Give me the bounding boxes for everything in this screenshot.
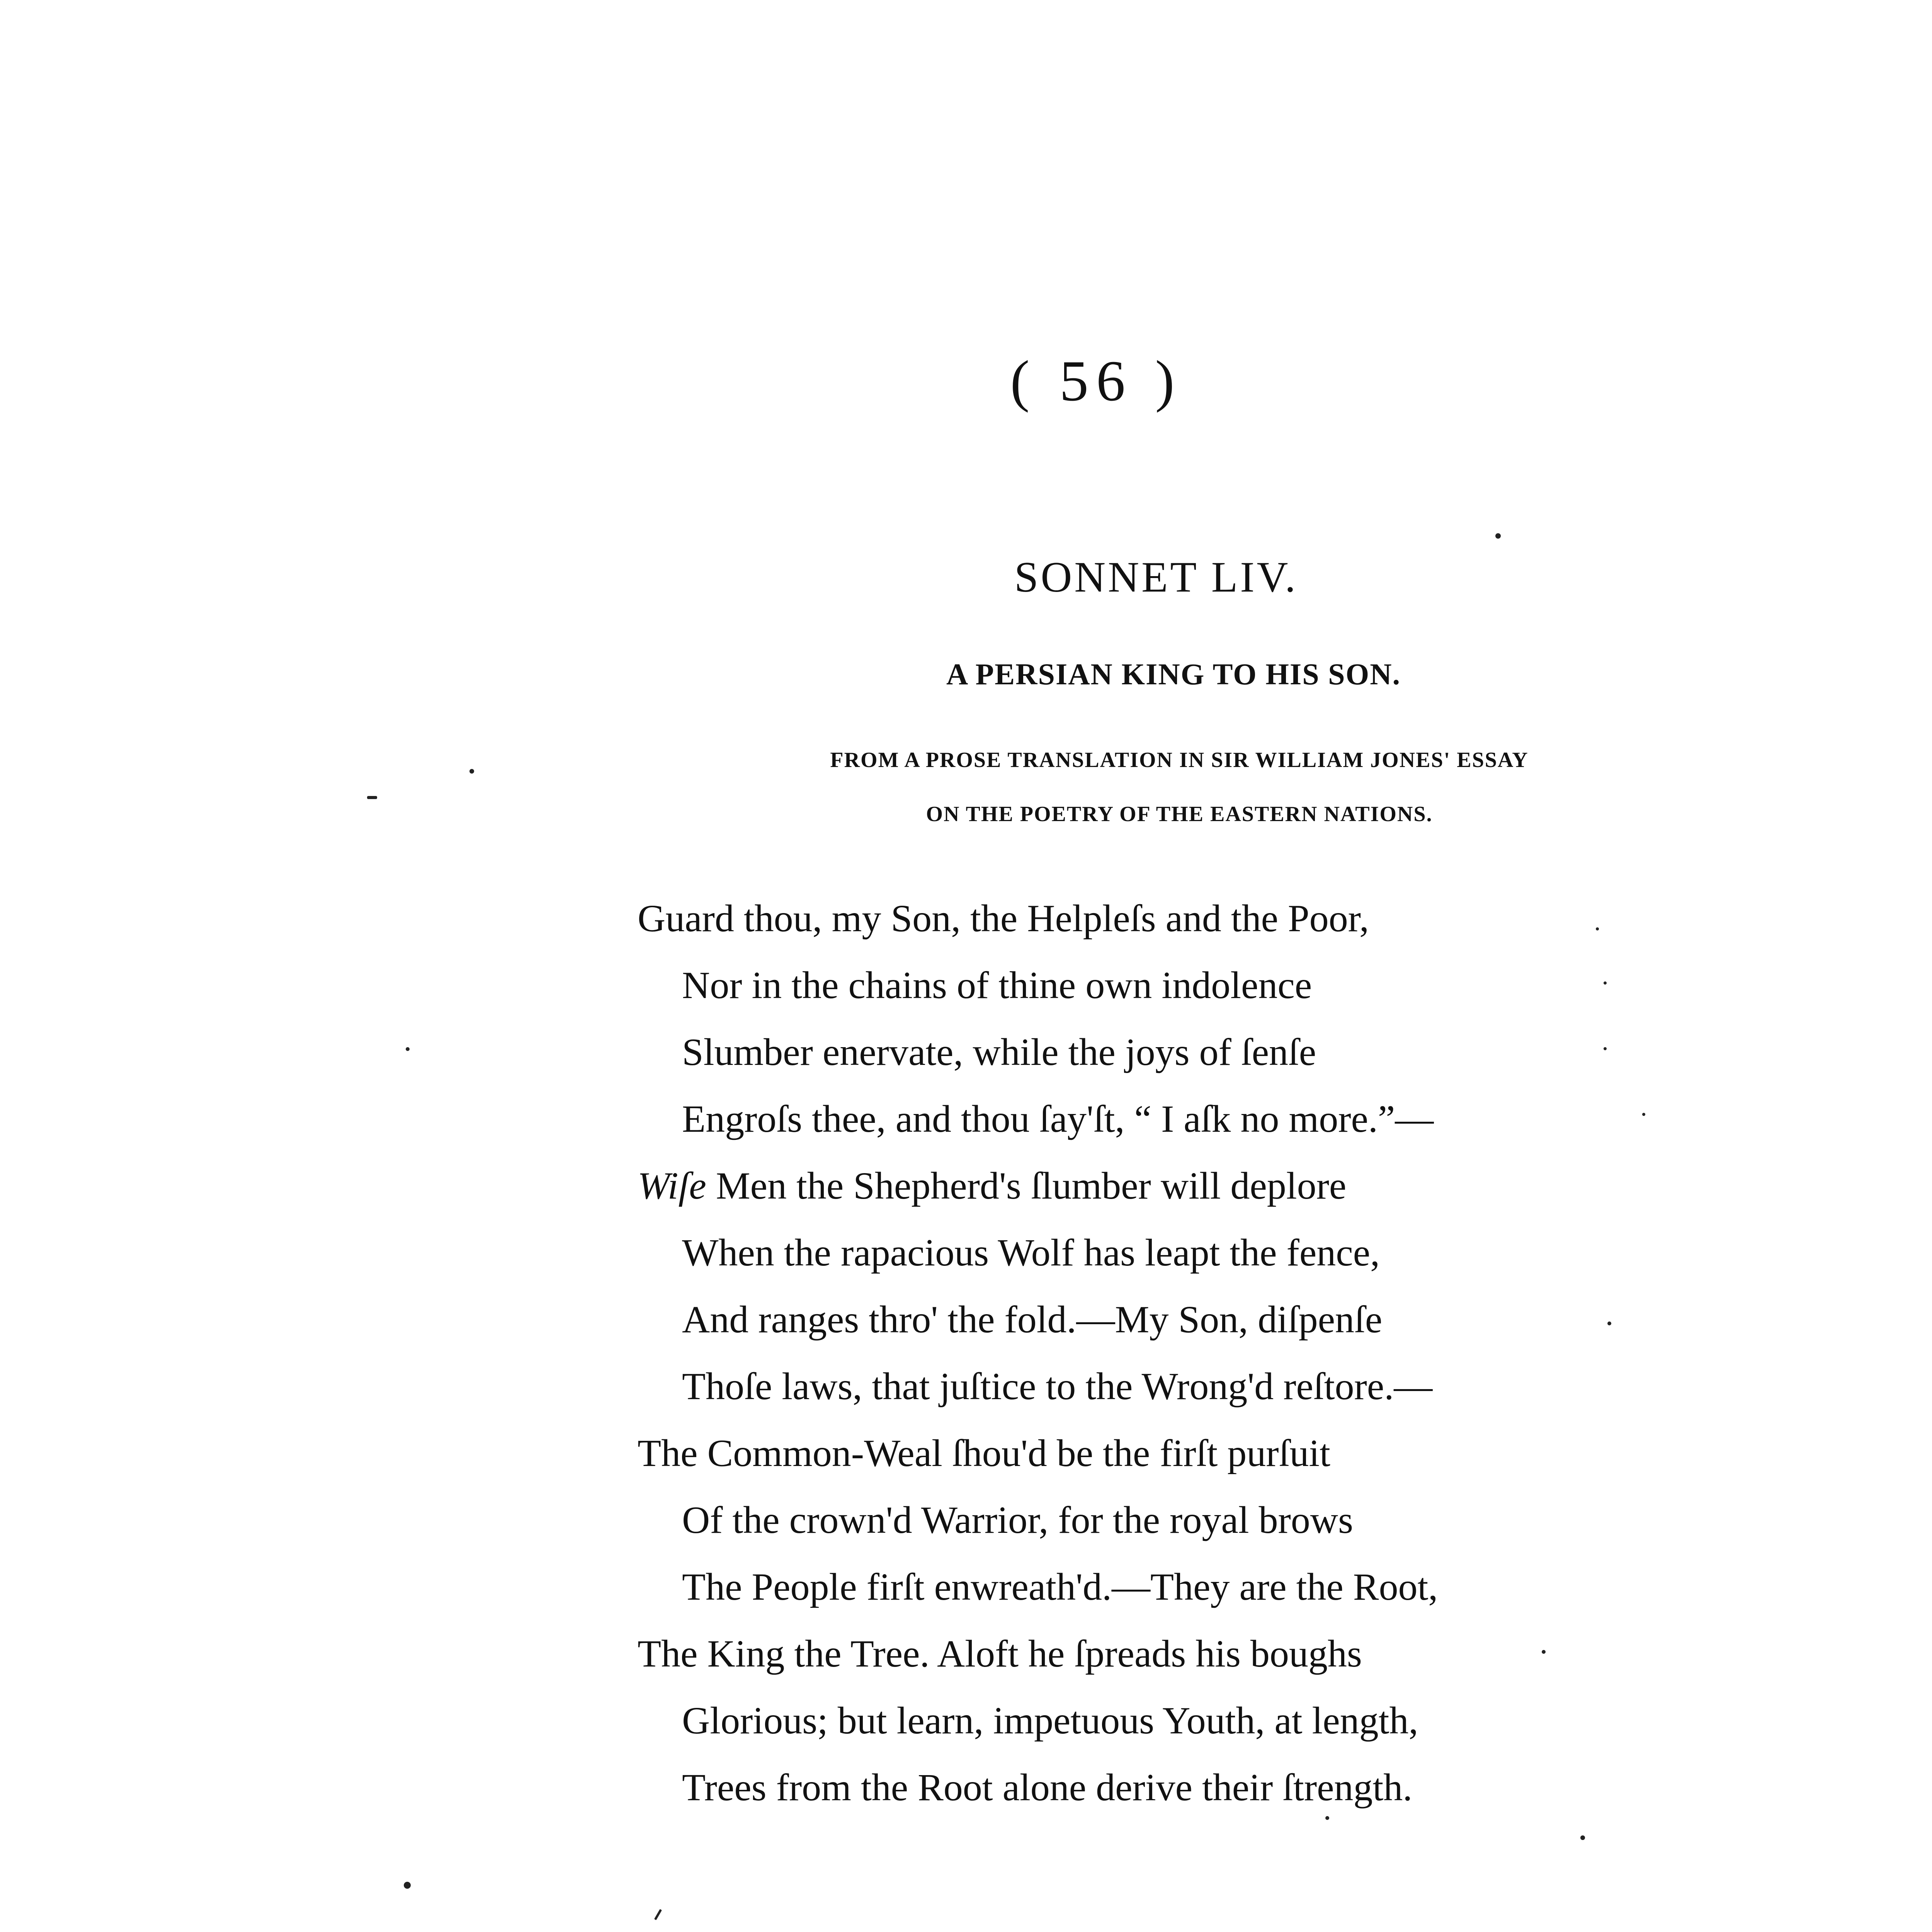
poem-line-text: Men the Shepherd's ſlumber will deplore bbox=[706, 1164, 1347, 1207]
poem-line bbox=[638, 1152, 1797, 1219]
scan-speck bbox=[1607, 1321, 1611, 1325]
poem-line bbox=[638, 1486, 1797, 1553]
poem-line bbox=[638, 885, 1797, 952]
sonnet-title: SONNET LIV. bbox=[1014, 553, 1298, 601]
poem-line-text: The King the Tree. Aloft he ſpreads his boughs bbox=[638, 1632, 1362, 1675]
scan-speck bbox=[1642, 1113, 1645, 1116]
scan-speck bbox=[406, 1047, 410, 1051]
poem-line-text: Trees from the Root alone derive their ſtrength. bbox=[682, 1766, 1413, 1809]
source-note-line-2: ON THE POETRY OF THE EASTERN NATIONS. bbox=[926, 802, 1433, 826]
poem-line-text: The People firſt enwreath'd.—They are the Root, bbox=[682, 1565, 1438, 1608]
poem-line-text: And ranges thro' the fold.—My Son, diſpenſe bbox=[682, 1298, 1383, 1341]
poem-line-text: Thoſe laws, that juſtice to the Wrong'd reſtore.— bbox=[682, 1365, 1433, 1408]
poem-line-text: Slumber enervate, while the joys of ſenſe bbox=[682, 1031, 1316, 1073]
scan-speck bbox=[1604, 1047, 1607, 1050]
scan-speck bbox=[1542, 1650, 1546, 1654]
poem-line bbox=[638, 1019, 1797, 1085]
scan-speck bbox=[404, 1882, 411, 1889]
poem-line-text: When the rapacious Wolf has leapt the fence, bbox=[682, 1231, 1380, 1274]
poem-line bbox=[638, 1353, 1797, 1420]
poem-line-text: Of the crown'd Warrior, for the royal brows bbox=[682, 1498, 1353, 1541]
poem-line-text: Engroſs thee, and thou ſay'ſt, “ I aſk no more.”— bbox=[682, 1097, 1434, 1140]
poem-line bbox=[638, 1085, 1797, 1152]
poem-line bbox=[638, 1687, 1797, 1754]
poem-line bbox=[638, 1553, 1797, 1620]
poem-line-text: The Common-Weal ſhou'd be the firſt purſuit bbox=[638, 1432, 1330, 1475]
scan-speck bbox=[469, 769, 474, 774]
scan-speck bbox=[1604, 981, 1607, 985]
sonnet-subtitle: A PERSIAN KING TO HIS SON. bbox=[946, 657, 1401, 691]
scan-speck bbox=[1325, 1816, 1329, 1820]
poem-line bbox=[638, 1219, 1797, 1286]
poem-line bbox=[638, 1754, 1797, 1821]
scan-speck bbox=[1495, 533, 1501, 539]
poem-line-italic-lead: Wiſe bbox=[638, 1164, 706, 1207]
poem-line bbox=[638, 952, 1797, 1019]
scan-speck bbox=[367, 796, 377, 799]
poem-line bbox=[638, 1620, 1797, 1687]
poem-line-text: Nor in the chains of thine own indolence bbox=[682, 964, 1312, 1007]
poem-line-text: Glorious; but learn, impetuous Youth, at length, bbox=[682, 1699, 1418, 1742]
poem-line-text: Guard thou, my Son, the Helpleſs and the Poor, bbox=[638, 897, 1369, 940]
scan-speck bbox=[1596, 927, 1599, 930]
scan-speck bbox=[1580, 1835, 1585, 1840]
source-note-line-1: FROM A PROSE TRANSLATION IN SIR WILLIAM JONES' ESSAY bbox=[830, 748, 1529, 772]
scan-speck bbox=[654, 1909, 662, 1920]
poem-body bbox=[638, 885, 1797, 1821]
page-number: ( 56 ) bbox=[1010, 349, 1182, 413]
poem-line bbox=[638, 1286, 1797, 1353]
poem-line bbox=[638, 1420, 1797, 1486]
